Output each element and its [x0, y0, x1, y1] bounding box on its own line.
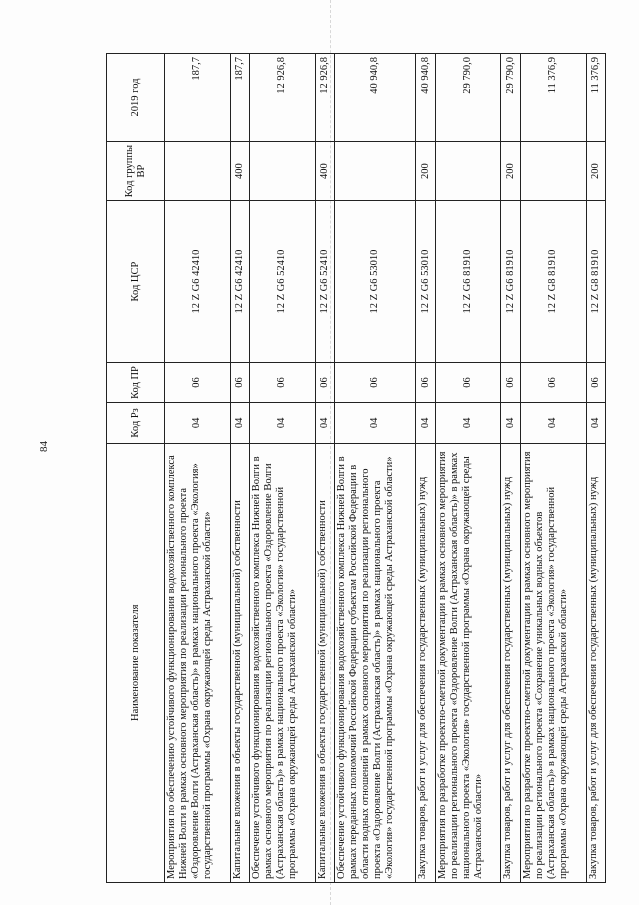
cell-pr: 06: [250, 362, 316, 402]
table-row: [501, 54, 520, 883]
cell-pr: 06: [586, 362, 605, 402]
cell-csr: 12 Z G8 81910: [586, 201, 605, 363]
budget-table: [106, 53, 606, 883]
cell-vr: [250, 141, 316, 200]
table-row: [165, 54, 231, 883]
cell-name: Капитальные вложения в объекты государственной (муниципальной) собственности: [315, 443, 334, 882]
cell-amount: 187,7: [230, 54, 249, 142]
cell-name: Мероприятия по обеспечению устойчивого функционирования водохозяйственного комплекса Нижней Волги в рамках основного мероприятия по реализации регионального проекта «Оздоровление Волги (Астраханская область)» в рамках национального проекта «Экология» государственной программы «Охрана окружающей среды Астраханской области»: [165, 443, 231, 882]
cell-pr: 06: [501, 362, 520, 402]
table-row: [230, 54, 249, 883]
table-row: [586, 54, 605, 883]
table-row: [520, 54, 586, 883]
cell-csr: 12 Z G6 53010: [416, 201, 435, 363]
cell-rz: 04: [335, 403, 416, 443]
cell-amount: 187,7: [165, 54, 231, 142]
cell-csr: 12 Z G6 42410: [165, 201, 231, 363]
cell-rz: 04: [230, 403, 249, 443]
cell-vr: 400: [230, 141, 249, 200]
page-number: 84: [38, 441, 50, 452]
table-row: [250, 54, 316, 883]
cell-vr: [435, 141, 501, 200]
cell-name: Закупка товаров, работ и услуг для обеспечения государственных (муниципальных) нужд: [586, 443, 605, 882]
cell-rz: 04: [520, 403, 586, 443]
rotated-table-wrapper: [106, 53, 606, 883]
cell-rz: 04: [501, 403, 520, 443]
cell-name: Обеспечение устойчивого функционирования водохозяйственного комплекса Нижней Волги в рамках основного мероприятия по реализации регионального проекта «Оздоровление Волги (Астраханская область)» в рамках национального проекта «Экология» государственной программы «Охрана окружающей среды Астраханской области»: [250, 443, 316, 882]
cell-pr: 06: [520, 362, 586, 402]
cell-rz: 04: [165, 403, 231, 443]
cell-csr: 12 Z G6 81910: [501, 201, 520, 363]
cell-csr: 12 Z G8 81910: [520, 201, 586, 363]
header-csr: Код ЦСР: [107, 201, 165, 363]
cell-amount: 12 926,8: [315, 54, 334, 142]
cell-amount: 40 940,8: [335, 54, 416, 142]
header-pr: Код ПР: [107, 362, 165, 402]
header-name: Наименование показателя: [107, 443, 165, 882]
cell-amount: 11 376,9: [520, 54, 586, 142]
cell-pr: 06: [230, 362, 249, 402]
cell-vr: [520, 141, 586, 200]
cell-amount: 29 790,0: [501, 54, 520, 142]
cell-rz: 04: [586, 403, 605, 443]
cell-csr: 12 Z G6 53010: [335, 201, 416, 363]
cell-name: Мероприятия по разработке проектно-сметной документации в рамках основного мероприятия по реализации регионального проекта «Оздоровление Волги (Астраханская область)» в рамках национального проекта «Экология» государственной программы «Охрана окружающей среды Астраханской области»: [435, 443, 501, 882]
cell-pr: 06: [435, 362, 501, 402]
table-header-row: [107, 54, 165, 883]
cell-rz: 04: [250, 403, 316, 443]
cell-pr: 06: [335, 362, 416, 402]
cell-rz: 04: [416, 403, 435, 443]
cell-name: Мероприятия по разработке проектно-сметной документации в рамках основного мероприятия по реализации регионального проекта «Сохранение уникальных водных объектов (Астраханская область)» в рамках национального проекта «Экология» государственной программы «Охрана окружающей среды Астраханской области»: [520, 443, 586, 882]
cell-pr: 06: [315, 362, 334, 402]
cell-rz: 04: [315, 403, 334, 443]
cell-name: Обеспечение устойчивого функционирования водохозяйственного комплекса Нижней Волги в рамках переданных полномочий Российской Федерации субъектам Российской Федерации в области водных отношений в рамках основного мероприятия по реализации регионального проекта «Оздоровление Волги (Астраханская область)» в рамках национального проекта «Экология» государственной программы «Охрана окружающей среды Астраханской области»: [335, 443, 416, 882]
cell-csr: 12 Z G6 52410: [250, 201, 316, 363]
cell-vr: [165, 141, 231, 200]
cell-vr: 200: [416, 141, 435, 200]
cell-amount: 12 926,8: [250, 54, 316, 142]
cell-amount: 29 790,0: [435, 54, 501, 142]
cell-name: Капитальные вложения в объекты государственной (муниципальной) собственности: [230, 443, 249, 882]
table-row: [335, 54, 416, 883]
cell-amount: 11 376,9: [586, 54, 605, 142]
header-vr: Код группы ВР: [107, 141, 165, 200]
header-rz: Код Рз: [107, 403, 165, 443]
cell-amount: 40 940,8: [416, 54, 435, 142]
cell-pr: 06: [165, 362, 231, 402]
cell-rz: 04: [435, 403, 501, 443]
cell-name: Закупка товаров, работ и услуг для обеспечения государственных (муниципальных) нужд: [501, 443, 520, 882]
cell-csr: 12 Z G6 81910: [435, 201, 501, 363]
cell-csr: 12 Z G6 52410: [315, 201, 334, 363]
table-row: [435, 54, 501, 883]
cell-vr: 200: [586, 141, 605, 200]
cell-vr: 400: [315, 141, 334, 200]
cell-name: Закупка товаров, работ и услуг для обеспечения государственных (муниципальных) нужд: [416, 443, 435, 882]
header-year: 2019 год: [107, 54, 165, 142]
cell-csr: 12 Z G6 42410: [230, 201, 249, 363]
table-row: [416, 54, 435, 883]
cell-pr: 06: [416, 362, 435, 402]
cell-vr: [335, 141, 416, 200]
table-row: [315, 54, 334, 883]
cell-vr: 200: [501, 141, 520, 200]
